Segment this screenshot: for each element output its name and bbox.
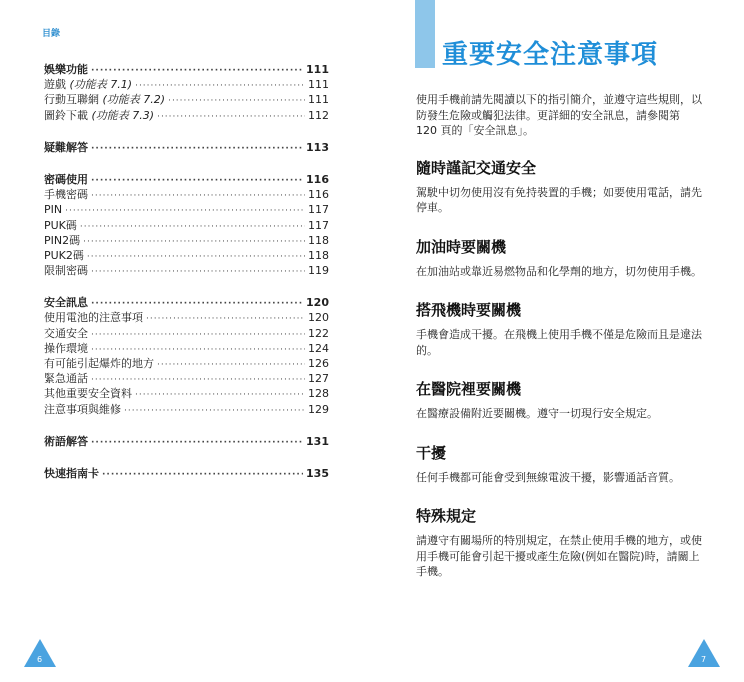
toc-entry-label: PUK碼 [44, 218, 77, 232]
toc-entry-label: 有可能引起爆炸的地方 [44, 357, 154, 370]
toc-entry-note: (功能表 7.1) [69, 78, 133, 92]
toc-entry-label: 密碼使用 [44, 172, 88, 186]
toc-entry-label: PUK2碼 [44, 248, 84, 262]
toc-entry-label: PIN2碼 [44, 233, 81, 247]
section-body: 駕駛中切勿使用沒有免持裝置的手機；如要使用電話，請先停車。 [416, 185, 702, 214]
toc-leader-dots [87, 250, 305, 265]
toc-entry-label: 快速指南卡 [44, 466, 99, 480]
safety-section [416, 236, 702, 280]
toc-leader-dots [91, 436, 303, 451]
toc-entry-label: 遊戲 [44, 78, 66, 92]
page-number: 7 [701, 655, 707, 664]
toc-entry-label: 操作環境 [44, 341, 88, 355]
toc-entry-note: (功能表 7.3) [91, 108, 155, 122]
toc-entry-page: 111 [308, 78, 329, 92]
toc-entry-label: 交通安全 [44, 326, 88, 340]
toc-leader-dots [124, 404, 305, 419]
safety-section [416, 157, 702, 216]
toc-entry[interactable] [44, 402, 329, 417]
toc-entry-label: 其他重要安全資料 [44, 387, 132, 401]
toc-entry[interactable] [44, 92, 329, 107]
toc-leader-dots [102, 468, 303, 483]
toc-entry-page: 129 [308, 402, 329, 416]
toc-leader-dots [80, 220, 305, 235]
toc-entry[interactable] [44, 218, 329, 233]
toc-entry-page: 117 [308, 218, 329, 232]
toc-entry-page: 120 [308, 311, 329, 325]
toc-leader-dots [91, 265, 305, 280]
section-heading: 搭飛機時要關機 [416, 301, 522, 319]
page-number: 6 [37, 655, 43, 664]
toc-entry-page: 131 [306, 434, 329, 448]
section-body: 請遵守有關場所的特別規定，在禁止使用手機的地方，或使用手機可能會引起干擾或產生危險(例如在醫院)時，請關上手機。 [416, 534, 702, 578]
page-title: 重要安全注意事項 [442, 40, 659, 70]
toc-entry-label: 圖鈴下載 [44, 108, 88, 122]
toc-leader-dots [91, 174, 303, 189]
toc-entry[interactable] [44, 233, 329, 248]
toc-leader-dots [91, 189, 305, 204]
toc-entry[interactable] [44, 356, 329, 371]
safety-section [416, 442, 702, 486]
toc-group [44, 62, 329, 123]
toc-leader-dots [83, 235, 305, 250]
toc-entry-label: 使用電池的注意事項 [44, 311, 143, 325]
toc-entry[interactable] [44, 326, 329, 341]
toc-group [44, 172, 329, 278]
section-body: 在加油站或靠近易燃物品和化學劑的地方，切勿使用手機。 [416, 264, 702, 278]
toc-entry[interactable] [44, 62, 329, 77]
toc-entry[interactable] [44, 434, 329, 449]
toc-group [44, 295, 329, 417]
toc-leader-dots [146, 312, 305, 327]
title-accent-bar [415, 0, 435, 68]
toc-entry-label: 手機密碼 [44, 188, 88, 202]
toc-leader-dots [168, 94, 305, 109]
toc-entry[interactable] [44, 187, 329, 202]
toc-entry-page: 124 [308, 341, 329, 355]
toc-entry[interactable] [44, 248, 329, 263]
toc-leader-dots [157, 358, 305, 373]
toc-entry-page: 113 [306, 140, 329, 154]
section-heading: 隨時謹記交通安全 [416, 158, 537, 177]
toc-entry-page: 127 [308, 372, 329, 386]
toc-entry[interactable] [44, 341, 329, 356]
toc-leader-dots [135, 388, 305, 403]
toc-entry-page: 119 [308, 264, 329, 278]
section-heading: 特殊規定 [416, 507, 477, 525]
safety-section [416, 299, 702, 358]
toc-entry-label: 緊急通話 [44, 372, 88, 386]
right-page [372, 0, 744, 682]
toc-entry-page: 126 [308, 357, 329, 370]
toc-entry-page: 116 [308, 188, 329, 202]
intro-paragraph: 使用手機前請先閱讀以下的指引簡介，並遵守這些規則，以防發生危險或觸犯法律。更詳細的安全訊息，請參閱第 120 頁的「安全訊息」。 [416, 93, 702, 137]
section-body: 在醫療設備附近要關機。遵守一切現行安全規定。 [416, 407, 658, 420]
toc-entry-page: 116 [306, 172, 329, 186]
toc-entry-label: 娛樂功能 [44, 63, 88, 76]
section-heading: 加油時要關機 [416, 237, 507, 256]
toc-entry-page: 117 [308, 203, 329, 217]
section-label: 目錄 [42, 29, 61, 39]
toc-entry-page: 128 [308, 387, 329, 401]
toc-entry-note: (功能表 7.2) [102, 93, 166, 107]
section-heading: 在醫院裡要關機 [416, 380, 522, 398]
toc-entry-page: 120 [306, 296, 329, 310]
safety-section [416, 505, 702, 580]
toc-entry[interactable] [44, 386, 329, 401]
toc-entry-label: 安全訊息 [44, 296, 88, 310]
toc-entry-page: 118 [308, 248, 329, 262]
toc-entry[interactable] [44, 263, 329, 278]
toc-entry-page: 122 [308, 326, 329, 340]
toc-entry[interactable] [44, 202, 329, 217]
toc-entry-label: PIN [44, 203, 63, 217]
section-body: 任何手機都可能會受到無線電波干擾，影響通話音質。 [416, 470, 680, 484]
toc-leader-dots [91, 328, 305, 343]
toc-entry-page: 112 [308, 108, 329, 122]
toc-entry-page: 118 [308, 233, 329, 247]
toc-entry-page: 111 [308, 93, 329, 107]
toc-entry[interactable] [44, 371, 329, 386]
toc-entry-label: 術語解答 [44, 434, 88, 448]
toc-entry-label: 行動互聯網 [44, 93, 99, 107]
safety-section [416, 378, 702, 422]
toc-group [44, 466, 329, 481]
toc-entry-label: 疑難解答 [44, 140, 88, 154]
toc-entry[interactable] [44, 295, 329, 310]
toc-entry-page: 111 [306, 63, 329, 76]
toc-group [44, 434, 329, 449]
table-of-contents [44, 62, 329, 498]
toc-entry-page: 135 [306, 466, 329, 480]
toc-entry-label: 注意事項與維修 [44, 402, 121, 416]
safety-content [416, 92, 702, 600]
section-heading: 干擾 [416, 443, 447, 462]
toc-entry[interactable] [44, 77, 329, 92]
toc-entry[interactable] [44, 140, 329, 155]
toc-leader-dots [65, 204, 305, 219]
section-body: 手機會造成干擾。在飛機上使用手機不僅是危險而且是違法的。 [416, 328, 702, 357]
toc-leader-dots [91, 142, 303, 157]
toc-entry[interactable] [44, 310, 329, 325]
toc-group [44, 140, 329, 155]
toc-leader-dots [157, 110, 305, 125]
toc-entry[interactable] [44, 172, 329, 187]
toc-entry[interactable] [44, 466, 329, 481]
toc-entry[interactable] [44, 108, 329, 123]
toc-entry-label: 限制密碼 [44, 264, 88, 278]
